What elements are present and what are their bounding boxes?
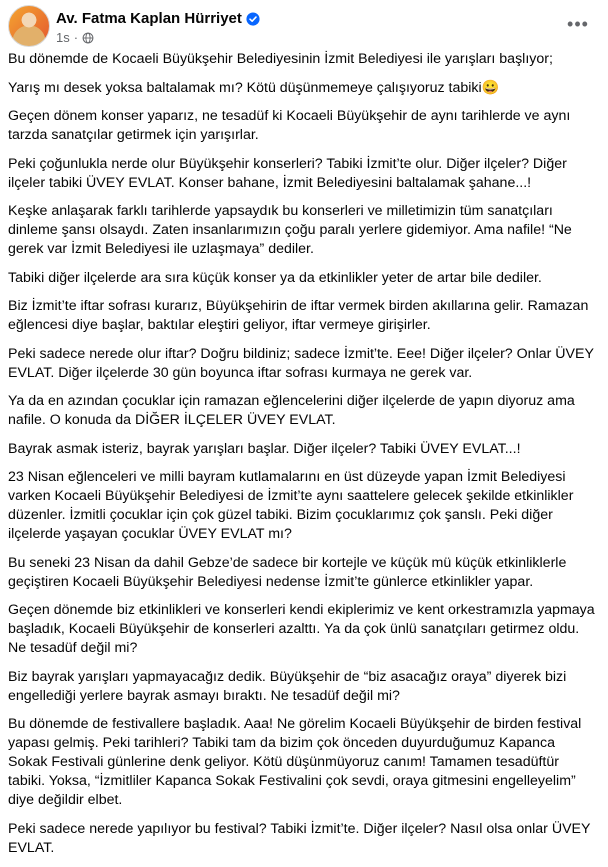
post-paragraph: Yarış mı desek yoksa baltalamak mı? Kötü düşünmemeye çalışıyoruz tabiki😀 xyxy=(8,79,500,96)
author-name-link[interactable] xyxy=(56,10,260,27)
author-avatar[interactable] xyxy=(8,5,50,47)
verified-badge-icon xyxy=(246,12,260,26)
post-paragraph: Geçen dönemde biz etkinlikleri ve konserleri kendi ekiplerimiz ve kent orkestramızla yapmaya başladık, Kocaeli Büyükşehir de konserleri azalttı. Ya da çok ünlü sanatçıları getirmez oldu. Ne tesadüf değil mi? xyxy=(8,602,595,656)
separator-dot: · xyxy=(73,30,79,45)
post-paragraph: Geçen dönem konser yaparız, ne tesadüf ki Kocaeli Büyükşehir de aynı tarihlerde ve aynı tarzda sanatçılar getirmek için yarışırlar. xyxy=(8,108,571,143)
post-header xyxy=(8,4,600,48)
post-paragraph: Peki çoğunlukla nerde olur Büyükşehir konserleri? Tabiki İzmit’te olur. Diğer ilçeler? Diğer ilçeler tabiki ÜVEY EVLAT. Konser bahane, İzmit Belediyesini baltalamak şahane...! xyxy=(8,155,567,191)
post-paragraph: Ya da en azından çocuklar için ramazan eğlencelerini diğer ilçelerde de yapın diyoruz ama nafile. O konuda da DİĞER İLÇELER ÜVEY EVLAT. xyxy=(8,393,575,428)
post-paragraph: Biz İzmit’te iftar sofrası kurarız, Büyükşehirin de iftar vermek birden akıllarına gelir. Ramazan eğlencesi diye başlar, baktılar eleştiri geliyor, iftar vermeye girişirler. xyxy=(8,298,589,333)
post-paragraph: Bu seneki 23 Nisan da dahil Gebze’de sadece bir kortejle ve küçük mü küçük etkinliklerle geçiştiren Kocaeli Büyükşehir Belediyesi nedense İzmit’te günlerce etkinlikler yapar. xyxy=(8,554,567,590)
globe-icon xyxy=(82,32,94,44)
post-meta xyxy=(56,30,94,45)
post-paragraph: Keşke anlaşarak farklı tarihlerde yapsaydık bu konserleri ve milletimizin tüm sanatçıları dinleme şansı olsaydı. Zaten insanlarımızın çoğu paralı yerlere gidemiyor. Ama nafile! “Ne gerek var İzmit Belediyesi ile uzlaşmaya” dediler. xyxy=(8,203,572,257)
post-paragraph: Bayrak asmak isteriz, bayrak yarışları başlar. Diğer ilçeler? Tabiki ÜVEY EVLAT...! xyxy=(8,440,521,457)
post-paragraph: Bu dönemde de Kocaeli Büyükşehir Belediyesinin İzmit Belediyesi ile yarışları başlıyor; xyxy=(8,51,553,67)
post-paragraph: Tabiki diğer ilçelerde ara sıra küçük konser ya da etkinlikler yeter de artar bile dediler. xyxy=(8,269,542,286)
post-paragraph: Biz bayrak yarışları yapmayacağız dedik. Büyükşehir de “biz asacağız oraya” diyerek bizi engellediği yerlere bayrak asmayı bıraktı. Ne tesadüf değil mi? xyxy=(8,668,567,704)
author-name[interactable]: Av. Fatma Kaplan Hürriyet xyxy=(56,10,242,27)
post-paragraph: Peki sadece nerede yapılıyor bu festival? Tabiki İzmit’te. Diğer ilçeler? Nasıl olsa onlar ÜVEY EVLAT. xyxy=(8,820,591,856)
post-paragraph: 23 Nisan eğlenceleri ve milli bayram kutlamalarını en üst düzeyde yapan İzmit Belediyesi varken Kocaeli Büyükşehir Belediyesi de İzmit’te aynı saattelere gelecek şekilde etkinlikler düzenler. İzmitli çocuklar için çok güzel tabiki. Bizim çocuklarımız çok şanslı. Peki diğer ilçelerde yaşayan çocuklar ÜVEY EVLAT mı? xyxy=(8,469,574,542)
post-timestamp[interactable]: 1s xyxy=(56,30,70,45)
post-paragraph: Bu dönemde de festivallere başladık. Aaa! Ne görelim Kocaeli Büyükşehir de birden festival yapası gelmiş. Peki tarihleri? Tabiki tam da bizim çok önceden duyurduğumuz Kapanca Sokak Festivali günlerine denk geliyor. Kötü düşünmüyoruz canım! Tamamen tesadüftür tabiki. Yoksa, “İzmitliler Kapanca Sokak Festivalini çok sevdi, oraya gitmesini engelleyelim” diye değildir elbet. xyxy=(8,716,582,808)
more-options-icon[interactable]: ••• xyxy=(567,13,589,34)
post-paragraph: Peki sadece nerede olur iftar? Doğru bildiniz; sadece İzmit’te. Eee! Diğer ilçeler? Onlar ÜVEY EVLAT. Diğer ilçelerde 30 gün boyunca iftar sofrası kurmaya ne gerek var. xyxy=(8,345,594,381)
post-body xyxy=(8,50,598,867)
